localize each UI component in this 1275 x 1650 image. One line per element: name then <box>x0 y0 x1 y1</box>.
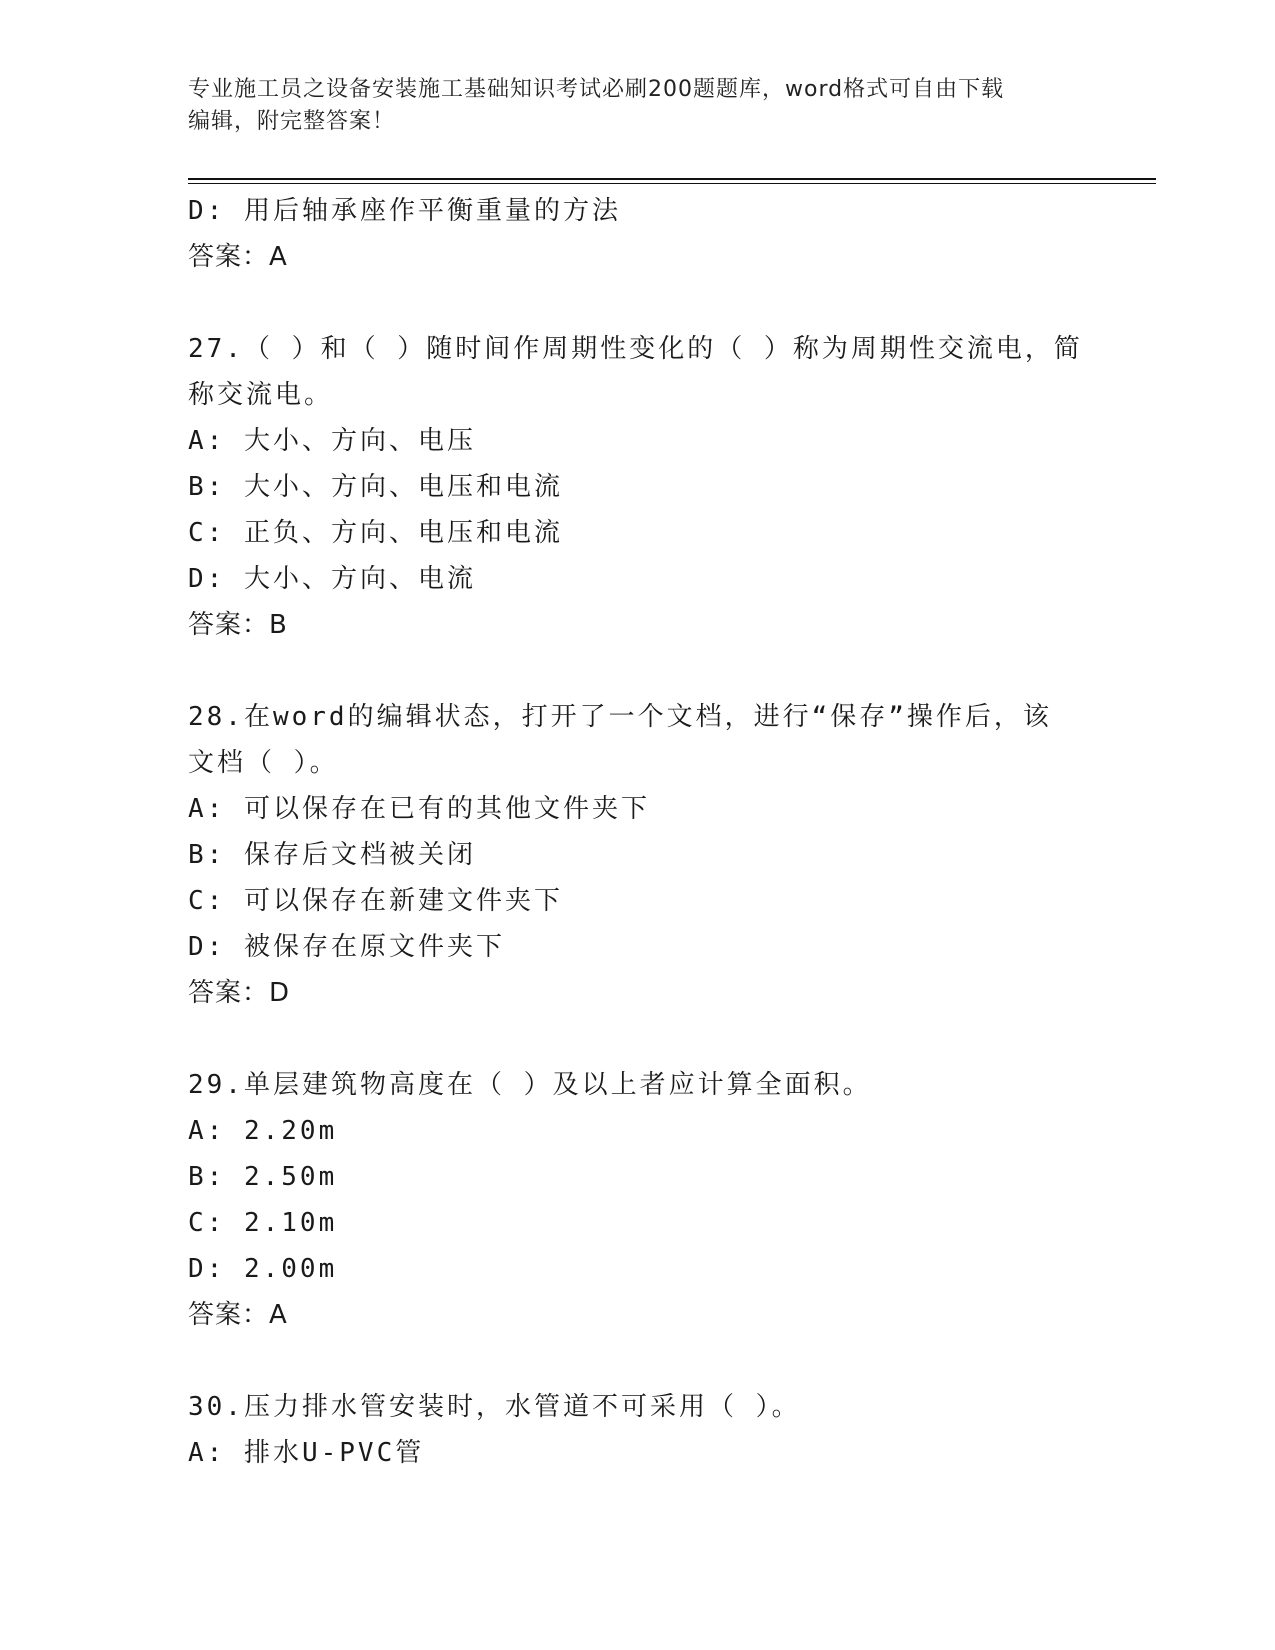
option-b: B: 大小、方向、电压和电流 <box>188 472 563 502</box>
option-a: A: 排水U-PVC管 <box>188 1438 425 1468</box>
option-a: A: 2.20m <box>188 1116 338 1146</box>
answer-line: 答案：A <box>188 1300 288 1330</box>
option-a: A: 可以保存在已有的其他文件夹下 <box>188 794 650 824</box>
option-c: C: 可以保存在新建文件夹下 <box>188 886 563 916</box>
header-divider-thin <box>188 183 1156 184</box>
option-d: D: 大小、方向、电流 <box>188 564 476 594</box>
question-29 <box>188 1062 1088 1338</box>
option-d: D: 被保存在原文件夹下 <box>188 932 505 962</box>
option-b: B: 2.50m <box>188 1162 338 1192</box>
question-stem-continued: 称交流电。 <box>188 380 334 410</box>
header-line-1: 专业施工员之设备安装施工基础知识考试必刷200题题库，word格式可自由下载 <box>188 77 1005 102</box>
question-stem: 27.（ ）和（ ）随时间作周期性变化的（ ）称为周期性交流电，简 <box>188 334 1083 364</box>
previous-question-tail <box>188 188 1088 280</box>
question-28 <box>188 694 1088 1016</box>
question-stem-continued: 文档（ ）。 <box>188 748 339 778</box>
question-stem: 30.压力排水管安装时，水管道不可采用（ ）。 <box>188 1392 801 1422</box>
option-c: C: 正负、方向、电压和电流 <box>188 518 563 548</box>
answer-line: 答案：D <box>188 978 291 1008</box>
header-divider-thick <box>188 178 1156 180</box>
page-header <box>188 74 1088 138</box>
answer-line: 答案：B <box>188 610 288 640</box>
option-a: A: 大小、方向、电压 <box>188 426 476 456</box>
question-stem: 28.在word的编辑状态，打开了一个文档，进行“保存”操作后，该 <box>188 702 1052 732</box>
header-line-2: 编辑，附完整答案！ <box>188 109 396 134</box>
question-30 <box>188 1384 1088 1476</box>
question-list <box>188 188 1088 1476</box>
option-d: D: 2.00m <box>188 1254 338 1284</box>
question-27 <box>188 326 1088 648</box>
option-b: B: 保存后文档被关闭 <box>188 840 476 870</box>
question-stem: 29.单层建筑物高度在（ ）及以上者应计算全面积。 <box>188 1070 872 1100</box>
answer-line: 答案：A <box>188 242 288 272</box>
option-d: D: 用后轴承座作平衡重量的方法 <box>188 196 621 226</box>
option-c: C: 2.10m <box>188 1208 338 1238</box>
